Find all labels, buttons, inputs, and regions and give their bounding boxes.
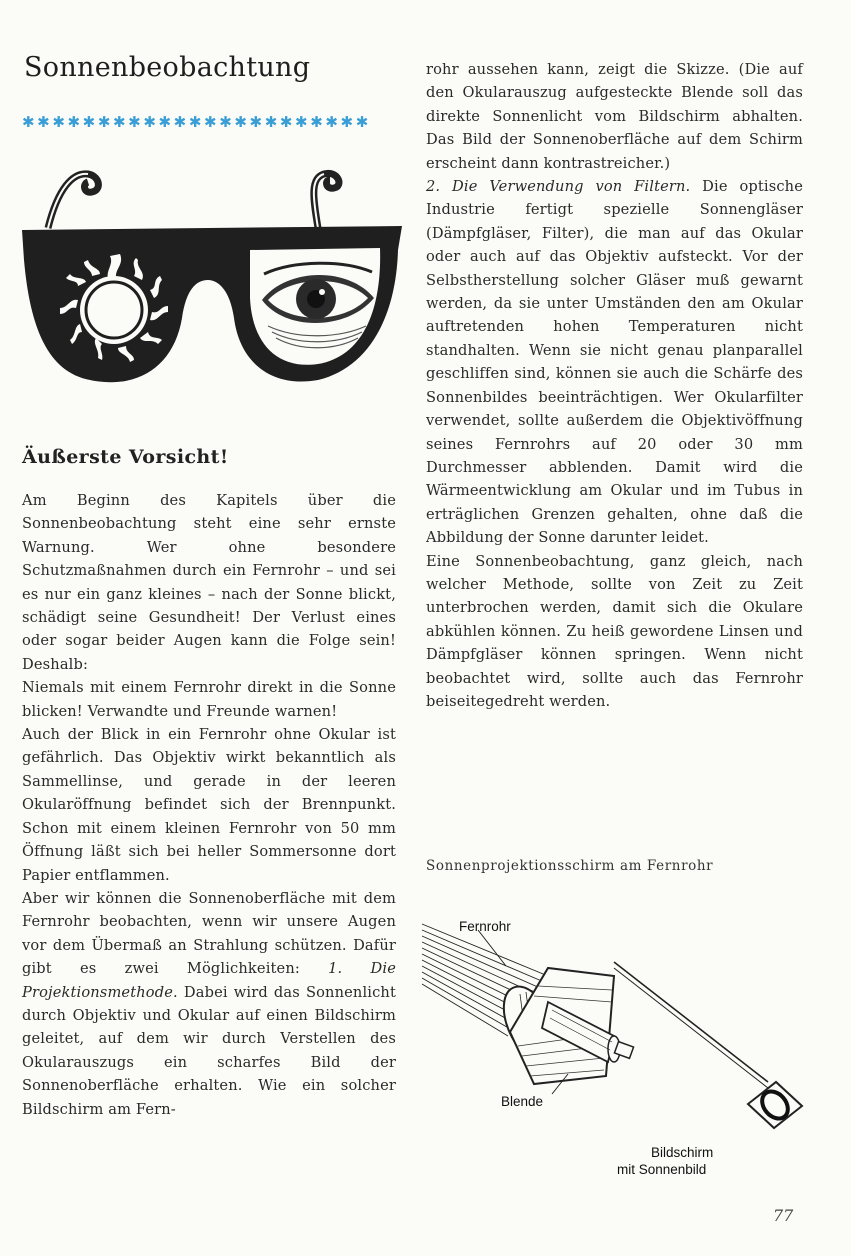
- italic-term: 2. Die Verwendung von Filtern.: [426, 178, 691, 196]
- sunglasses-illustration: [18, 168, 406, 398]
- label-blende: Blende: [501, 1094, 544, 1109]
- page-title: Sonnenbeobachtung: [24, 52, 311, 83]
- text-run: Die optische Industrie fertigt spezielle Sonnengläser (Dämpfgläser, Filter), die man auf das Okular oder auch auf das Objektiv aufsteckt. Vor der Selbstherstellung solcher Gläser muß gewarnt werden, da sie unter Umständen den am Okular auftretenden hohen Temperaturen nicht standhalten. Wenn sie nicht genau planparallel geschliffen sind, können sie auch die Schärfe des Sonnenbildes beeinträchtigen. Wer Okularfilter verwendet, sollte außerdem die Objektivöffnung seines Fernrohrs auf 20 oder 30 mm Durchmesser abblenden. Damit wird die Wärmeentwicklung am Okular und im Tubus in erträglichen Grenzen gehalten, ohne daß die Abbildung der Sonne darunter leidet.: [426, 178, 803, 547]
- star-divider: ✱✱✱✱✱✱✱✱✱✱✱✱✱✱✱✱✱✱✱✱✱✱✱: [22, 113, 371, 131]
- figure-caption: Sonnenprojektionsschirm am Fernrohr: [426, 858, 714, 874]
- text-run: Aber wir können die Sonnenoberfläche mit dem Fernrohr beobachten, wenn wir unsere Augen vor dem Übermaß an Strahlung schützen. Dafür gibt es zwei Möglichkeiten:: [22, 889, 396, 978]
- paragraph: [22, 887, 396, 1121]
- paragraph: rohr aussehen kann, zeigt die Skizze. (Die auf den Okularauszug aufgesteckte Blende soll das direkte Sonnenlicht vom Bildschirm abhalten. Das Bild der Sonnenoberfläche auf dem Schirm erscheint dann kontrastreicher.): [426, 61, 803, 172]
- left-column-text: [22, 489, 396, 1121]
- telescope-sketch: [418, 906, 806, 1186]
- label-fernrohr: Fernrohr: [459, 919, 511, 934]
- text-run: Dabei wird das Sonnenlicht durch Objektiv und Okular auf einen Bildschirm geleitet, auf dem wir durch Verstellen des Okularauszugs ein scharfes Bild der Sonnenoberfläche erhalten. Wie ein solcher Bildschirm am Fern-: [22, 983, 396, 1118]
- page-number: 77: [773, 1206, 794, 1225]
- label-bildschirm: Bildschirm: [651, 1145, 714, 1160]
- right-column-text: [426, 58, 803, 713]
- paragraph: [426, 175, 803, 550]
- warning-heading: Äußerste Vorsicht!: [22, 446, 229, 468]
- paragraph: Auch der Blick in ein Fernrohr ohne Okular ist gefährlich. Das Objektiv wirkt bekanntlich als Sammellinse, und gerade in der leeren Okularöffnung befindet sich der Brennpunkt. Schon mit einem kleinen Fernrohr von 50 mm Öffnung läßt sich bei heller Sommersonne dort Papier entflammen.: [22, 726, 396, 884]
- paragraph: Eine Sonnenbeobachtung, ganz gleich, nach welcher Methode, sollte von Zeit zu Zeit unterbrochen werden, damit sich die Okulare abkühlen können. Zu heiß gewordene Linsen und Dämpfgläser können springen. Wenn nicht beobachtet wird, sollte auch das Fernrohr beiseitegedreht werden.: [426, 552, 803, 710]
- italic-term: 1. Die Projektionsmethode.: [22, 960, 396, 1001]
- label-sonnenbild: mit Sonnenbild: [617, 1162, 707, 1177]
- paragraph: Am Beginn des Kapitels über die Sonnenbeobachtung steht eine sehr ernste Warnung. Wer ohne besondere Schutzmaßnahmen durch ein Fernrohr – und sei es nur ein ganz kleines – nach der Sonne blickt, schädigt seine Gesundheit! Der Verlust eines oder sogar beider Augen kann die Folge sein! Deshalb:: [22, 492, 396, 673]
- paragraph: Niemals mit einem Fernrohr direkt in die Sonne blicken! Verwandte und Freunde warnen!: [22, 679, 396, 720]
